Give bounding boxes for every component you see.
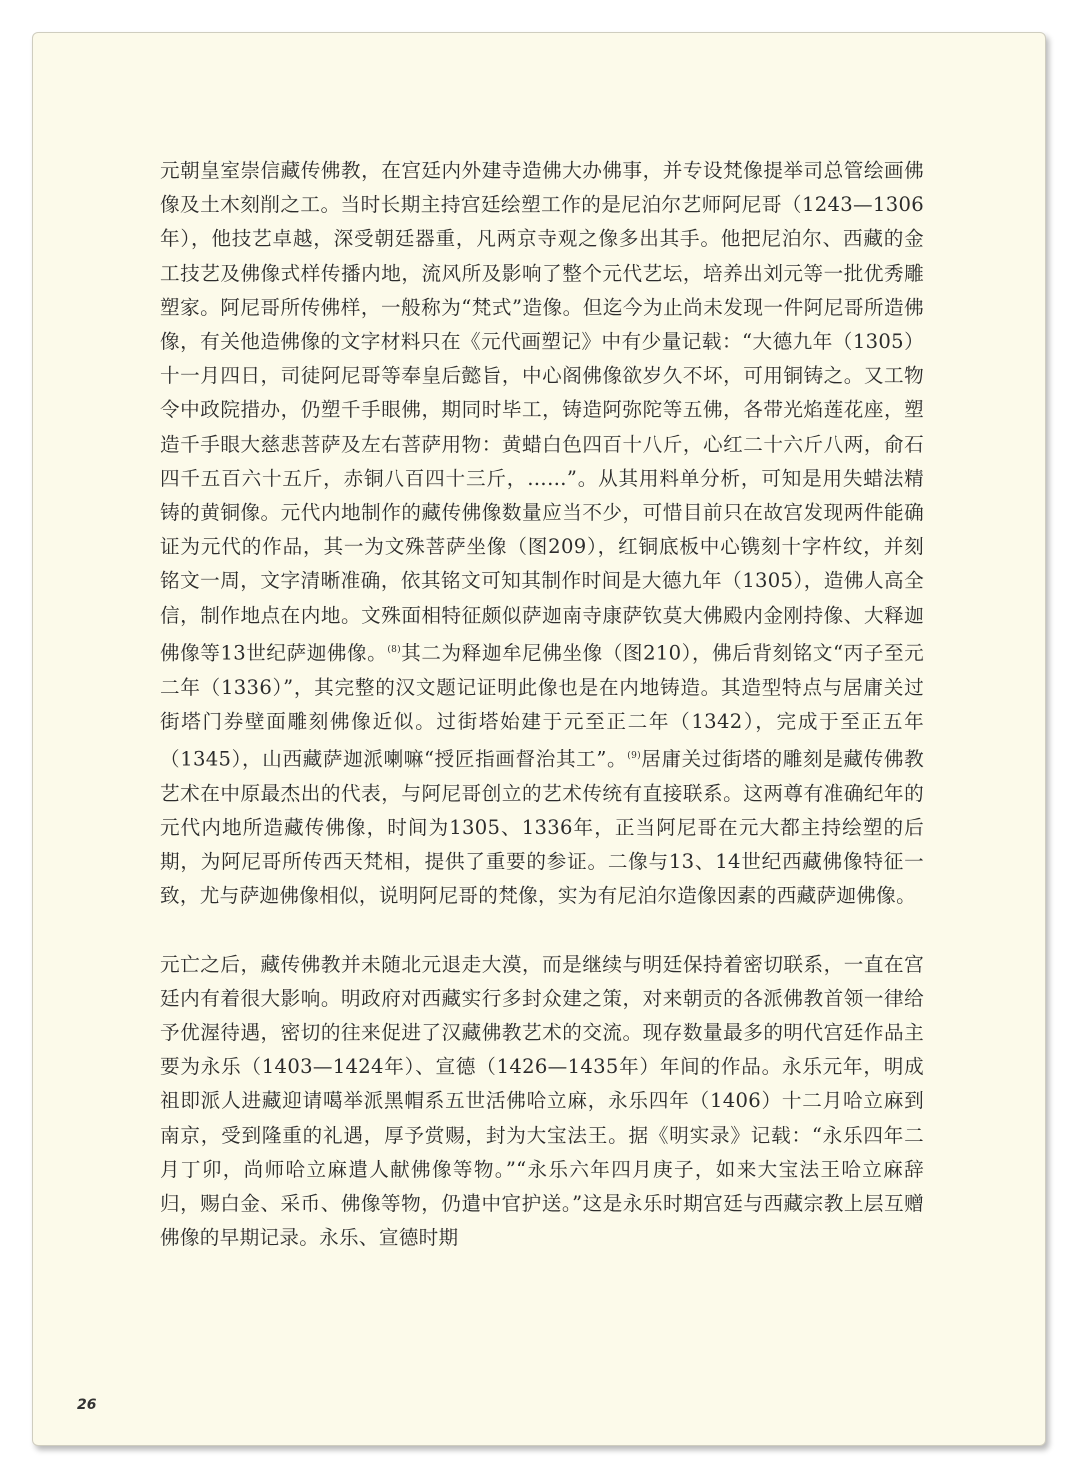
page-number: 26: [77, 1397, 97, 1413]
footnote-mark-8: (8): [387, 644, 401, 655]
footnote-mark-9: (9): [627, 750, 641, 761]
paragraph-1: [160, 154, 924, 914]
book-page: [32, 32, 1046, 1446]
paragraph-1-part-b: 其二为释迦牟尼佛坐像（图210），佛后背刻铭文“丙子至元二年（1336）”，其完整的汉文题记证明此像也是在内地铸造。其造型特点与居庸关过街塔门券壁面雕刻佛像近似。过街塔始建于元至正二年（1342），完成于至正五年（1345），山西藏萨迦派喇嘛“授匠指画督治其工”。: [160, 641, 924, 771]
body-text: [160, 154, 924, 1255]
paragraph-1-part-a: 元朝皇室崇信藏传佛教，在宫廷内外建寺造佛大办佛事，并专设梵像提举司总管绘画佛像及土木刻削之工。当时长期主持宫廷绘塑工作的是尼泊尔艺师阿尼哥（1243—1306年），他技艺卓越，深受朝廷器重，凡两京寺观之像多出其手。他把尼泊尔、西藏的金工技艺及佛像式样传播内地，流风所及影响了整个元代艺坛，培养出刘元等一批优秀雕塑家。阿尼哥所传佛样，一般称为“梵式”造像。但迄今为止尚未发现一件阿尼哥所造佛像，有关他造佛像的文字材料只在《元代画塑记》中有少量记载：“大德九年（1305）十一月四日，司徒阿尼哥等奉皇后懿旨，中心阁佛像欲岁久不坏，可用铜铸之。又工物令中政院措办，仍塑千手眼佛，期同时毕工，铸造阿弥陀等五佛，各带光焰莲花座，塑造千手眼大慈悲菩萨及左右菩萨用物：黄蜡白色四百十八斤，心红二十六斤八两，俞石四千五百六十五斤，赤铜八百四十三斤，……”。从其用料单分析，可知是用失蜡法精铸的黄铜像。元代内地制作的藏传佛像数量应当不少，可惜目前只在故宫发现两件能确证为元代的作品，其一为文殊菩萨坐像（图209），红铜底板中心镌刻十字杵纹，并刻铭文一周，文字清晰准确，依其铭文可知其制作时间是大德九年（1305），造佛人高全信，制作地点在内地。文殊面相特征颇似萨迦南寺康萨钦莫大佛殿内金刚持像、大释迦佛像等13世纪萨迦佛像。: [160, 159, 924, 665]
paragraph-1-part-c: 居庸关过街塔的雕刻是藏传佛教艺术在中原最杰出的代表，与阿尼哥创立的艺术传统有直接联系。这两尊有准确纪年的元代内地所造藏传佛像，时间为1305、1336年，正当阿尼哥在元大都主持绘塑的后期，为阿尼哥所传西天梵相，提供了重要的参证。二像与13、14世纪西藏佛像特征一致，尤与萨迦佛像相似，说明阿尼哥的梵像，实为有尼泊尔造像因素的西藏萨迦佛像。: [160, 747, 924, 908]
paragraph-2: 元亡之后，藏传佛教并未随北元退走大漠，而是继续与明廷保持着密切联系，一直在宫廷内有着很大影响。明政府对西藏实行多封众建之策，对来朝贡的各派佛教首领一律给予优渥待遇，密切的往来促进了汉藏佛教艺术的交流。现存数量最多的明代宫廷作品主要为永乐（1403—1424年）、宣德（1426—1435年）年间的作品。永乐元年，明成祖即派人进藏迎请噶举派黑帽系五世活佛哈立麻，永乐四年（1406）十二月哈立麻到南京，受到隆重的礼遇，厚予赏赐，封为大宝法王。据《明实录》记载：“永乐四年二月丁卯，尚师哈立麻遣人献佛像等物。”“永乐六年四月庚子，如来大宝法王哈立麻辞归，赐白金、采币、佛像等物，仍遣中官护送。”这是永乐时期宫廷与西藏宗教上层互赠佛像的早期记录。永乐、宣德时期: [160, 952, 924, 1250]
